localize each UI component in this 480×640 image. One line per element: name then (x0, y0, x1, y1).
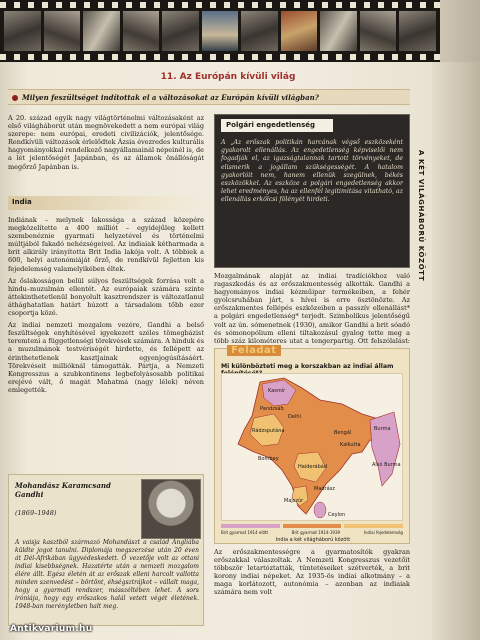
portrait-name: Mohandász Karamcsand Gandhi (15, 481, 111, 499)
map-label-pandzsab: Pandzsáb (260, 406, 284, 412)
map-label-rajputana: Rádzsputána (252, 428, 285, 434)
film-frame (123, 11, 160, 51)
page-edge (440, 0, 480, 62)
map-legend-labels (221, 530, 403, 535)
left-column-body (8, 216, 204, 470)
right-column-body (214, 272, 410, 346)
legend-label: Indiai fejedelemség (363, 530, 403, 535)
paragraph-tensions: Az őslakosságon belül súlyos feszültségek forrása volt a hindu–muzulmán ellentét. Az európaiak számára szinte áttekinthetetlenül bonyolult kasztrendszer is változatlanul áthághatatlan határt húzott a társadalom tőbb ezer csoportja közé. (8, 276, 204, 318)
watermark: Antikvarium.hu (10, 624, 93, 634)
task-label: Feladat (227, 345, 281, 356)
film-perforation-top (0, 2, 440, 8)
film-strip-header (0, 0, 440, 62)
left-column-intro (8, 114, 204, 175)
film-frame (4, 11, 41, 51)
india-map-svg (222, 374, 402, 520)
portrait-years: (1869–1948) (15, 509, 57, 517)
legend-label: Brit gyarmat 1914 előtt (221, 530, 269, 535)
map-caption: India a két világháború között (275, 537, 351, 543)
film-frame (360, 11, 397, 51)
map-label-kalkutta: Kalkutta (340, 442, 361, 448)
film-frame (241, 11, 278, 51)
paragraph-tradition: Mozgalmának alapját az indiai tradíciókhoz való ragaszkodás és az erőszakmentesség alkották. Gandhi a hagyományos indiai kézműipar termékeiben, a fehér gyolcsruhában járt, s hívei is erre ösztönözte. Az erőszakmentes fellépés eszközeiben a passzív ellenállást* a polgári engedetlenség* terjedt. Szimbolikus jelentőségű volt az ún. sómenetnek (1930), amikor Gandhi a brit sóadó és sómonopólium elleni tiltakozásul gyalog tette meg a több száz kilométeres utat a tengerpartig. Ott felszólalást: (214, 272, 410, 345)
film-frame (162, 11, 199, 51)
paragraph-gandhi: Az indiai nemzeti mozgalom vezére, Gandhi a belső feszültségek enyhítésével igyekezett széles tömegbázist teremteni a függetlenségi törekvések számára. A hinduk és a muzulmánok testvériségét hirdette, és fellépett az érinthetetlenek kasztjainak egyenjogúsításáért. Törekvéseit millióknál támogatták. Pártja, a Nemzeti Kongresszus a szubkontinens legbefolyásosabb politikai erejévé vált, ő magát Mahatmá (nagy lélek) néven emlegették. (8, 321, 204, 394)
task-box (214, 345, 410, 544)
portrait-biography: A vaisja kasztból származó Mohandászt a család Angliába küldte jogot tanulni. Diplomája megszerzése után 20 éven át Dél-Afrikában ügyvédeskedett. Ő vezetője volt az ottani indiai kisebbségnek. Hazatérte után a nemzeti mozgalom élére állt. Egész életén át az erőszak elleni harcolt vallotta minden szenvedést – börtönt, éhségsztrájkot – vállalt maga, hogy a gyarmati rendszer, másszéltében lehet. A sors iróniája, hogy egy erőszakos halál vetett végét életének. 1948-ban merényletben halt meg. (15, 539, 199, 610)
map-label-madras: Madrász (314, 486, 335, 492)
legend-swatch (283, 524, 342, 528)
paragraph-population: Indiának – melynek lakossága a század közepére megközelítette a 400 milliót – egyidejűleg kellett szembenéznie gyarmati helyzetével és történelmi múltjából fakadó nehézségeivel. Az indiaiak kétharmada a brit alkirály irányította Brit India lakója volt. A többiek a 600, helyi autonómiáját őrző, de rendkívül fejletten kis fejedelemség valamelyikében éltek. (8, 216, 204, 273)
map-label-bengal: Bengál (334, 430, 352, 436)
task-question: Mi különbözteti meg a korszakban az indiai állam (221, 363, 394, 370)
india-map (221, 373, 403, 521)
definition-box-title: Polgári engedetlenség (221, 119, 333, 132)
page-curl-shadow (432, 62, 480, 640)
map-label-delhi: Delhi (288, 414, 301, 420)
legend-label: Brit gyarmat 1914-1939 (291, 530, 341, 535)
film-perforation-bottom (0, 54, 440, 60)
right-column-bottom (214, 548, 410, 632)
lead-question-text: Milyen feszültséget indítottak el a változásokat az Európán kívüli világban? (22, 93, 319, 102)
paragraph-violence: Az erőszakmentességre a gyarmatosítók gyakran erőszakkal válaszoltak. A Nemzeti Kongresszus vezetőit többször letartóztatták, tüntetéseiket szétverték, a brit korony indiai népeket. Az 1935-ös indiai alkotmány – a maga korlátozott, autonómia – azonban az indiaiak számára nem volt (214, 548, 410, 597)
legend-swatch (344, 524, 403, 528)
intro-paragraph: A 20. század egyik nagy világtörténelmi változásaként az első világháborút után megnövekedett a nem európai világ szerepe: nem európai, eredeti civilizációk, jelentősége. Rendkívüli változások érlelődtek Ázsia évezredes kulturális hagyományokkal rendelkező nagyállamainál népeinél is, de a lét jelentőségét Japánban, és az államok önállóságát megőrző Japánban is. (8, 114, 204, 171)
film-frame (399, 11, 436, 51)
map-label-ceylon: Ceylon (328, 512, 346, 518)
legend-swatch (221, 524, 280, 528)
section-heading-india (8, 196, 204, 210)
film-frame (83, 11, 120, 51)
film-frame (202, 11, 239, 51)
map-region-burma (370, 412, 400, 486)
map-british-india (238, 378, 390, 514)
film-frame (320, 11, 357, 51)
chapter-title: 11. Az Európán kívüli világ (160, 72, 296, 82)
side-chapter-tab (414, 112, 428, 320)
section-heading-text: India (12, 198, 32, 206)
gandhi-portrait-box (8, 474, 204, 626)
map-label-bombay: Bombay (258, 456, 279, 462)
lead-question (8, 89, 410, 105)
map-label-kashmir: Kasmír (268, 388, 286, 394)
map-label-hyderabad: Haiderábád (298, 464, 327, 470)
side-chapter-tab-text: A KÉT VILÁGHÁBORÚ KÖZÖTT (417, 150, 425, 282)
film-frame (281, 11, 318, 51)
definition-box (214, 114, 410, 268)
bullet-icon (12, 95, 18, 101)
film-frame (44, 11, 81, 51)
map-label-mysore: Majszúr (284, 498, 304, 504)
definition-box-text: A „Az erőszak politikán harcának végső eszközeként gyakorolt ellenállás. Az engedetlenség képviselői nem fogadják el, az igazságtalannak tartott törvényeket, de elismerik a jogállam szükségességét. A hatalom gyakorlóit nem, hanem ellenük szegülnek, békés eszközökkel. Az eszköze a polgári engedetlenség akkor lehet eredményes, ha az ellenfél legitimitása vitatható, az ellenállás erkölcsi fölényét hirdeti. (221, 139, 403, 204)
map-label-lower-burma: Alsó Burma (372, 462, 401, 468)
film-frames (4, 11, 436, 51)
gandhi-portrait-image (141, 479, 201, 539)
map-region-ceylon (314, 502, 326, 518)
map-label-burma: Burma (374, 426, 391, 432)
